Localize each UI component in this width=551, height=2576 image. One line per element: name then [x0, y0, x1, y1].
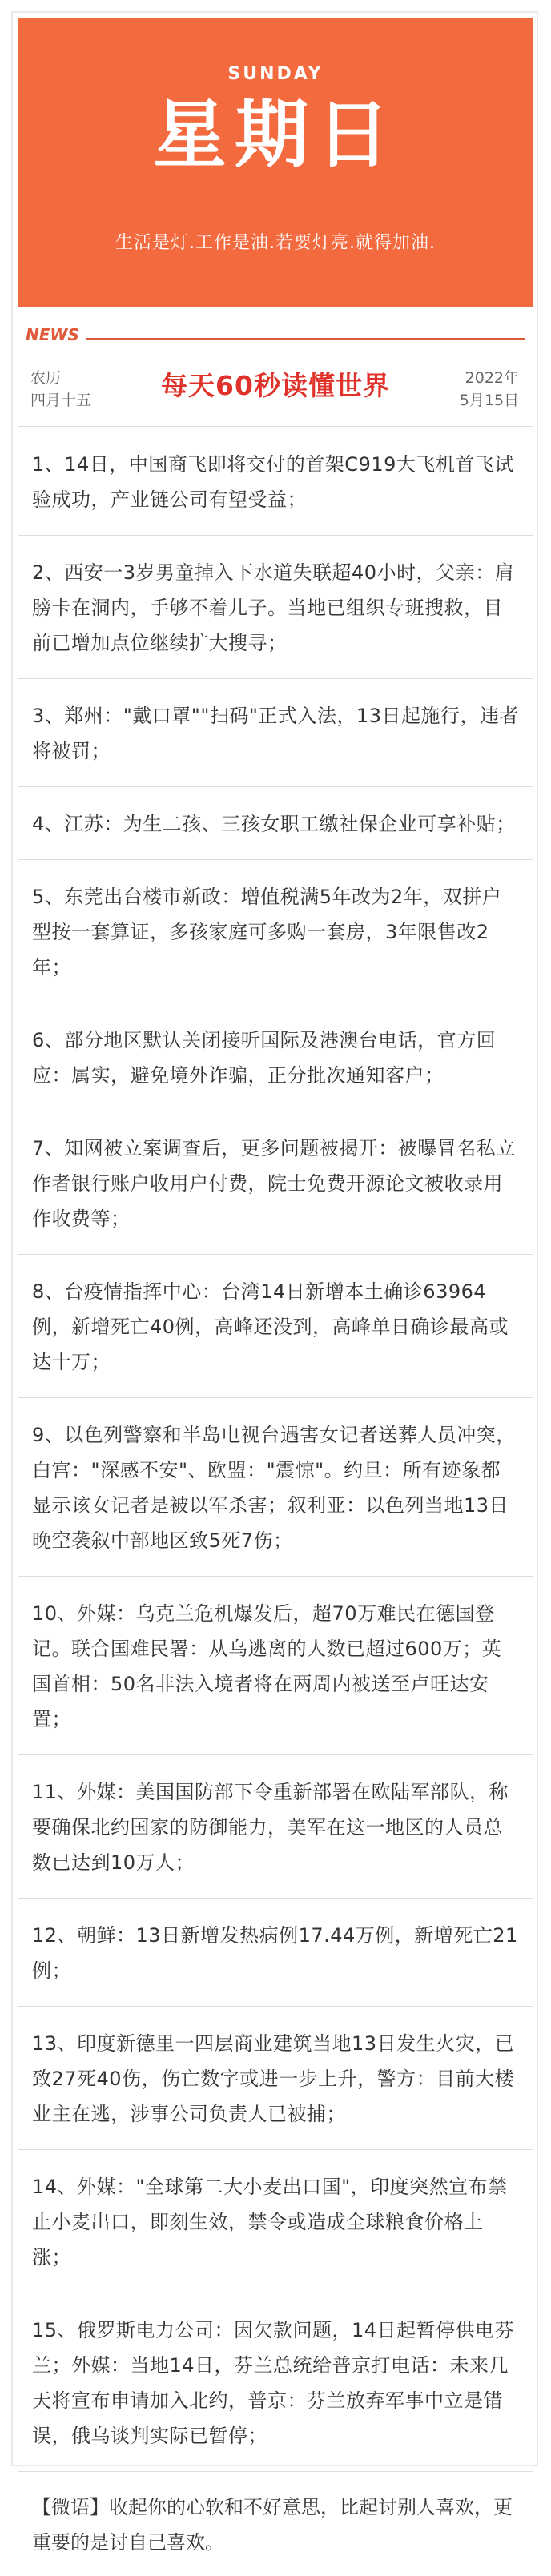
news-item: 10、外媒：乌克兰危机爆发后，超70万难民在德国登记。联合国难民署：从乌逃离的人数已超过600万；英国首相：50名非法入境者将在两周内被送至卢旺达安置； — [18, 1577, 533, 1755]
news-item: 13、印度新德里一四层商业建筑当地13日发生火灾，已致27死40伤，伤亡数字或进一步上升，警方：目前大楼业主在逃，涉事公司负责人已被捕； — [18, 2007, 533, 2150]
divider — [18, 426, 533, 427]
banner-day-en: SUNDAY — [227, 64, 324, 84]
news-item: 8、台疫情指挥中心：台湾14日新增本土确诊63964例，新增死亡40例，高峰还没到，高峰单日确诊最高或达十万； — [18, 1255, 533, 1398]
news-item: 14、外媒："全球第二大小麦出口国"，印度突然宣布禁止小麦出口，即刻生效，禁令或造成全球粮食价格上涨； — [18, 2150, 533, 2293]
lunar-label: 农历 — [30, 369, 62, 387]
daily-quote: 【微语】收起你的心软和不好意思，比起讨别人喜欢，更重要的是讨自己喜欢。 — [32, 2496, 513, 2554]
page-title: 每天60秒读懂世界 — [161, 370, 390, 401]
news-label: NEWS — [26, 325, 79, 344]
solar-date — [460, 367, 519, 412]
news-item: 6、部分地区默认关闭接听国际及港澳台电话，官方回应：属实，避免境外诈骗，正分批次通知客户； — [18, 1003, 533, 1111]
solar-day: 5月15日 — [459, 392, 519, 409]
banner-day-cn: 星期日 — [152, 92, 398, 178]
news-divider — [86, 338, 525, 340]
news-item: 15、俄罗斯电力公司：因欠款问题，14日起暂停供电芬兰；外媒：当地14日，芬兰总统给普京打电话：未来几天将宣布申请加入北约，普京：芬兰放弃军事中立是错误，俄乌谈判实际已暂停； — [18, 2293, 533, 2472]
lunar-day: 四月十五 — [30, 392, 92, 409]
news-item: 9、以色列警察和半岛电视台遇害女记者送葬人员冲突，白宫："深感不安"、欧盟："震惊"。约旦：所有迹象都显示该女记者是被以军杀害；叙利亚：以色列当地13日晚空袭叙中部地区致5死7伤； — [18, 1398, 533, 1577]
news-item: 12、朝鲜：13日新增发热病例17.44万例，新增死亡21例； — [18, 1899, 533, 2007]
news-item: 7、知网被立案调查后，更多问题被揭开：被曝冒名私立作者银行账户收用户付费，院士免费开源论文被收录用作收费等； — [18, 1111, 533, 1255]
news-item: 3、郑州："戴口罩""扫码"正式入法，13日起施行，违者将被罚； — [18, 679, 533, 787]
news-item: 2、西安一3岁男童掉入下水道失联超40小时，父亲：肩膀卡在洞内，手够不着儿子。当地已组织专班搜救，目前已增加点位继续扩大搜寻； — [18, 536, 533, 679]
solar-year: 2022年 — [465, 369, 519, 387]
news-item: 11、外媒：美国国防部下令重新部署在欧陆军部队，称要确保北约国家的防御能力，美军在这一地区的人员总数已达到10万人； — [18, 1755, 533, 1899]
date-row — [18, 360, 533, 416]
banner-slogan: 生活是灯.工作是油.若要灯亮.就得加油. — [115, 233, 436, 253]
header-banner — [18, 18, 533, 307]
news-list — [18, 428, 533, 2576]
news-item: 1、14日，中国商飞即将交付的首架C919大飞机首飞试验成功，产业链公司有望受益； — [18, 428, 533, 536]
news-item: 4、江苏：为生二孩、三孩女职工缴社保企业可享补贴； — [18, 787, 533, 860]
news-item: 5、东莞出台楼市新政：增值税满5年改为2年，双拼户型按一套算证，多孩家庭可多购一套房，3年限售改2年； — [18, 860, 533, 1003]
